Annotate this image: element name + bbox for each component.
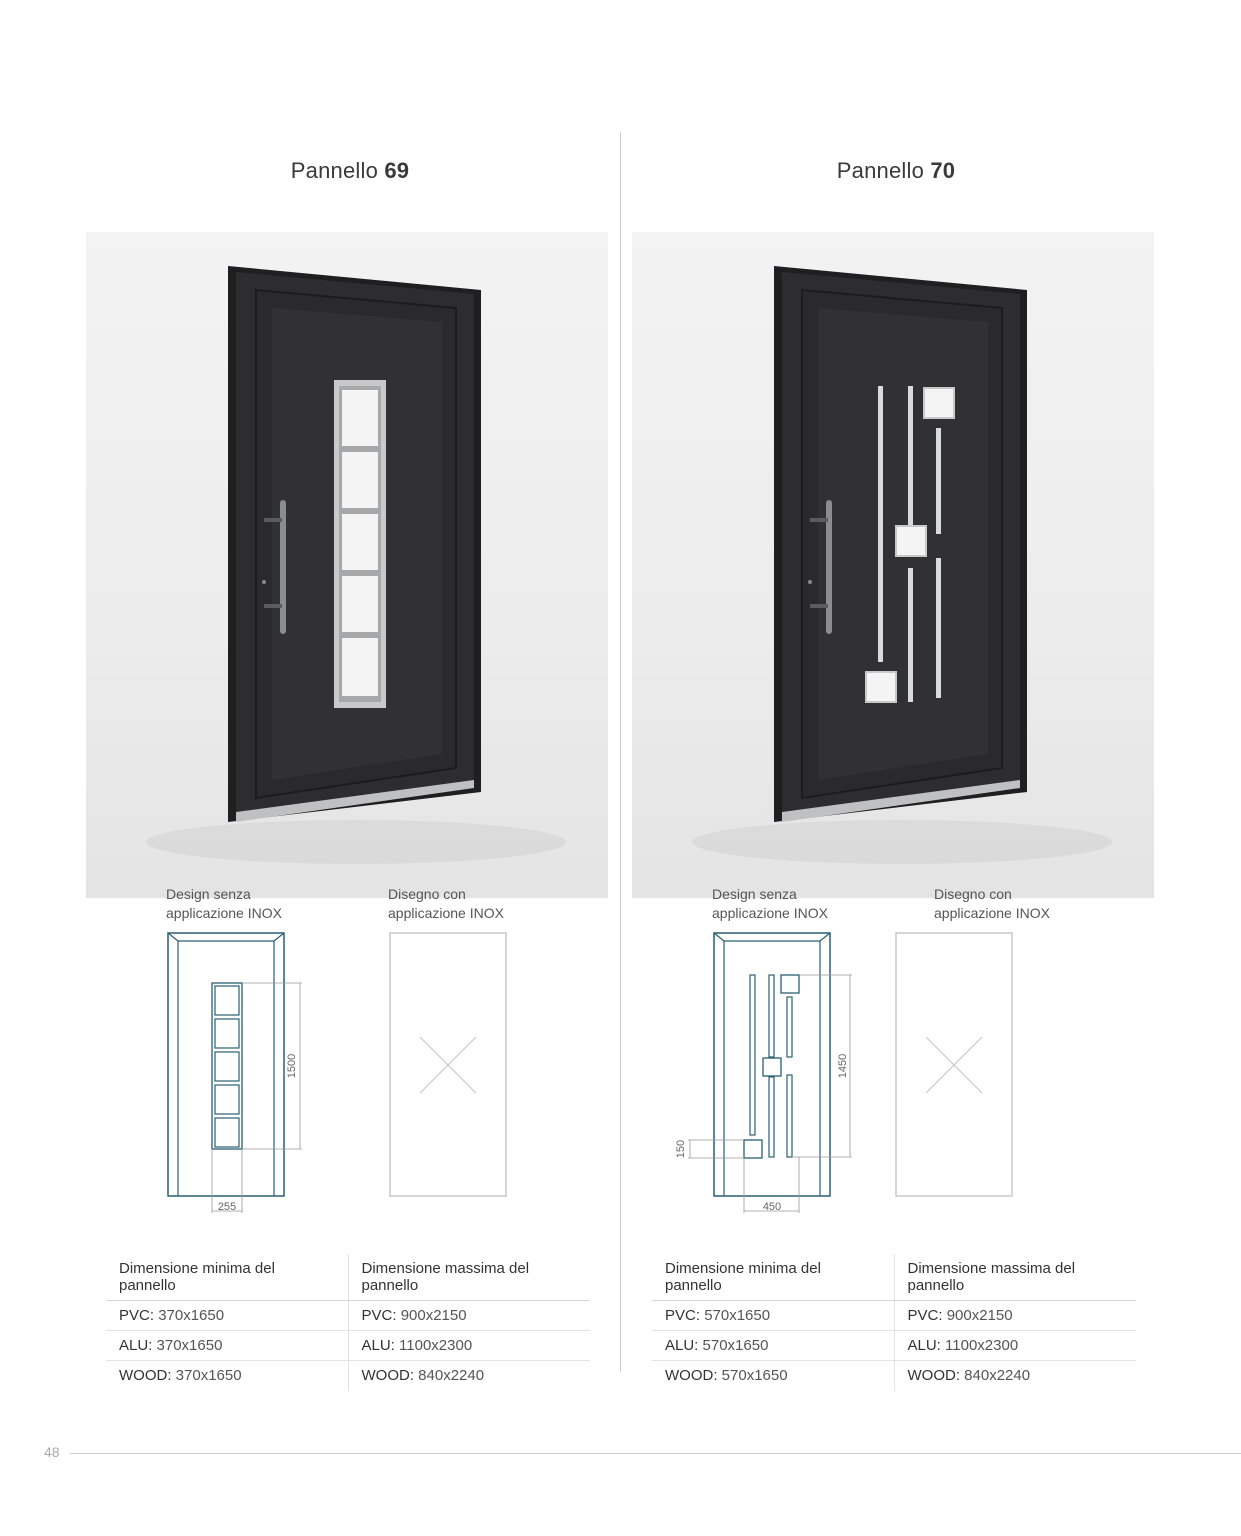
max-material: WOOD: bbox=[907, 1367, 960, 1385]
min-value: 370x1650 bbox=[175, 1367, 242, 1385]
min-material: WOOD: bbox=[119, 1367, 172, 1385]
panel-69-section bbox=[80, 0, 620, 1400]
max-material: ALU: bbox=[907, 1337, 941, 1354]
dim-height: 1500 bbox=[286, 1053, 298, 1079]
max-value: 840x2240 bbox=[418, 1367, 485, 1385]
placeholder-inox-drawing bbox=[390, 933, 506, 1196]
min-material: ALU: bbox=[665, 1337, 699, 1354]
max-material: WOOD: bbox=[361, 1367, 414, 1385]
min-value: 570x1650 bbox=[704, 1307, 771, 1324]
max-header: Dimensione massima del pannello bbox=[348, 1254, 590, 1301]
max-material: PVC: bbox=[361, 1307, 397, 1324]
min-header: Dimensione minima del pannello bbox=[652, 1254, 894, 1301]
door-outline-drawing bbox=[168, 933, 302, 1213]
panel-title bbox=[80, 158, 620, 184]
min-material: PVC: bbox=[665, 1307, 701, 1324]
technical-drawing bbox=[160, 925, 520, 1221]
label-without-inox: Design senza applicazione INOX bbox=[712, 886, 828, 921]
min-material: PVC: bbox=[119, 1307, 155, 1324]
dim-width: 450 bbox=[762, 1201, 782, 1213]
table-row bbox=[106, 1331, 590, 1361]
min-value: 570x1650 bbox=[721, 1367, 788, 1385]
page-number: 48 bbox=[44, 1444, 60, 1460]
max-value: 900x2150 bbox=[400, 1307, 467, 1324]
label-with-inox: Disegno con applicazione INOX bbox=[934, 886, 1050, 921]
label-with-inox: Disegno con applicazione INOX bbox=[388, 886, 504, 921]
table-row bbox=[106, 1301, 590, 1331]
column-divider bbox=[620, 132, 621, 1372]
door-photo bbox=[632, 232, 1154, 898]
panel-title-prefix: Pannello bbox=[836, 158, 925, 183]
min-material: WOOD: bbox=[665, 1367, 718, 1385]
dim-extra: 150 bbox=[675, 1139, 687, 1159]
table-row bbox=[652, 1361, 1136, 1391]
min-value: 370x1650 bbox=[156, 1337, 223, 1354]
placeholder-inox-drawing bbox=[896, 933, 1012, 1196]
panel-title bbox=[626, 158, 1166, 184]
dimension-table bbox=[652, 1254, 1136, 1391]
min-header: Dimensione minima del pannello bbox=[106, 1254, 348, 1301]
table-row bbox=[652, 1301, 1136, 1331]
panel-title-number: 70 bbox=[930, 158, 956, 183]
dimension-table bbox=[106, 1254, 590, 1391]
dim-height: 1450 bbox=[837, 1053, 849, 1079]
dim-width: 255 bbox=[217, 1201, 237, 1213]
footer-rule bbox=[70, 1453, 1241, 1454]
table-row bbox=[652, 1331, 1136, 1361]
max-value: 1100x2300 bbox=[945, 1337, 1019, 1354]
min-value: 570x1650 bbox=[702, 1337, 769, 1354]
door-outline-drawing bbox=[675, 933, 852, 1213]
table-row bbox=[106, 1361, 590, 1391]
max-material: ALU: bbox=[361, 1337, 395, 1354]
panel-title-number: 69 bbox=[384, 158, 410, 183]
panel-title-prefix: Pannello bbox=[290, 158, 379, 183]
max-header: Dimensione massima del pannello bbox=[894, 1254, 1136, 1301]
max-material: PVC: bbox=[907, 1307, 943, 1324]
max-value: 1100x2300 bbox=[399, 1337, 473, 1354]
panel-70-section bbox=[626, 0, 1166, 1400]
min-value: 370x1650 bbox=[158, 1307, 225, 1324]
max-value: 840x2240 bbox=[964, 1367, 1031, 1385]
min-material: ALU: bbox=[119, 1337, 153, 1354]
technical-drawing bbox=[666, 925, 1026, 1221]
label-without-inox: Design senza applicazione INOX bbox=[166, 886, 282, 921]
max-value: 900x2150 bbox=[946, 1307, 1013, 1324]
door-photo bbox=[86, 232, 608, 898]
